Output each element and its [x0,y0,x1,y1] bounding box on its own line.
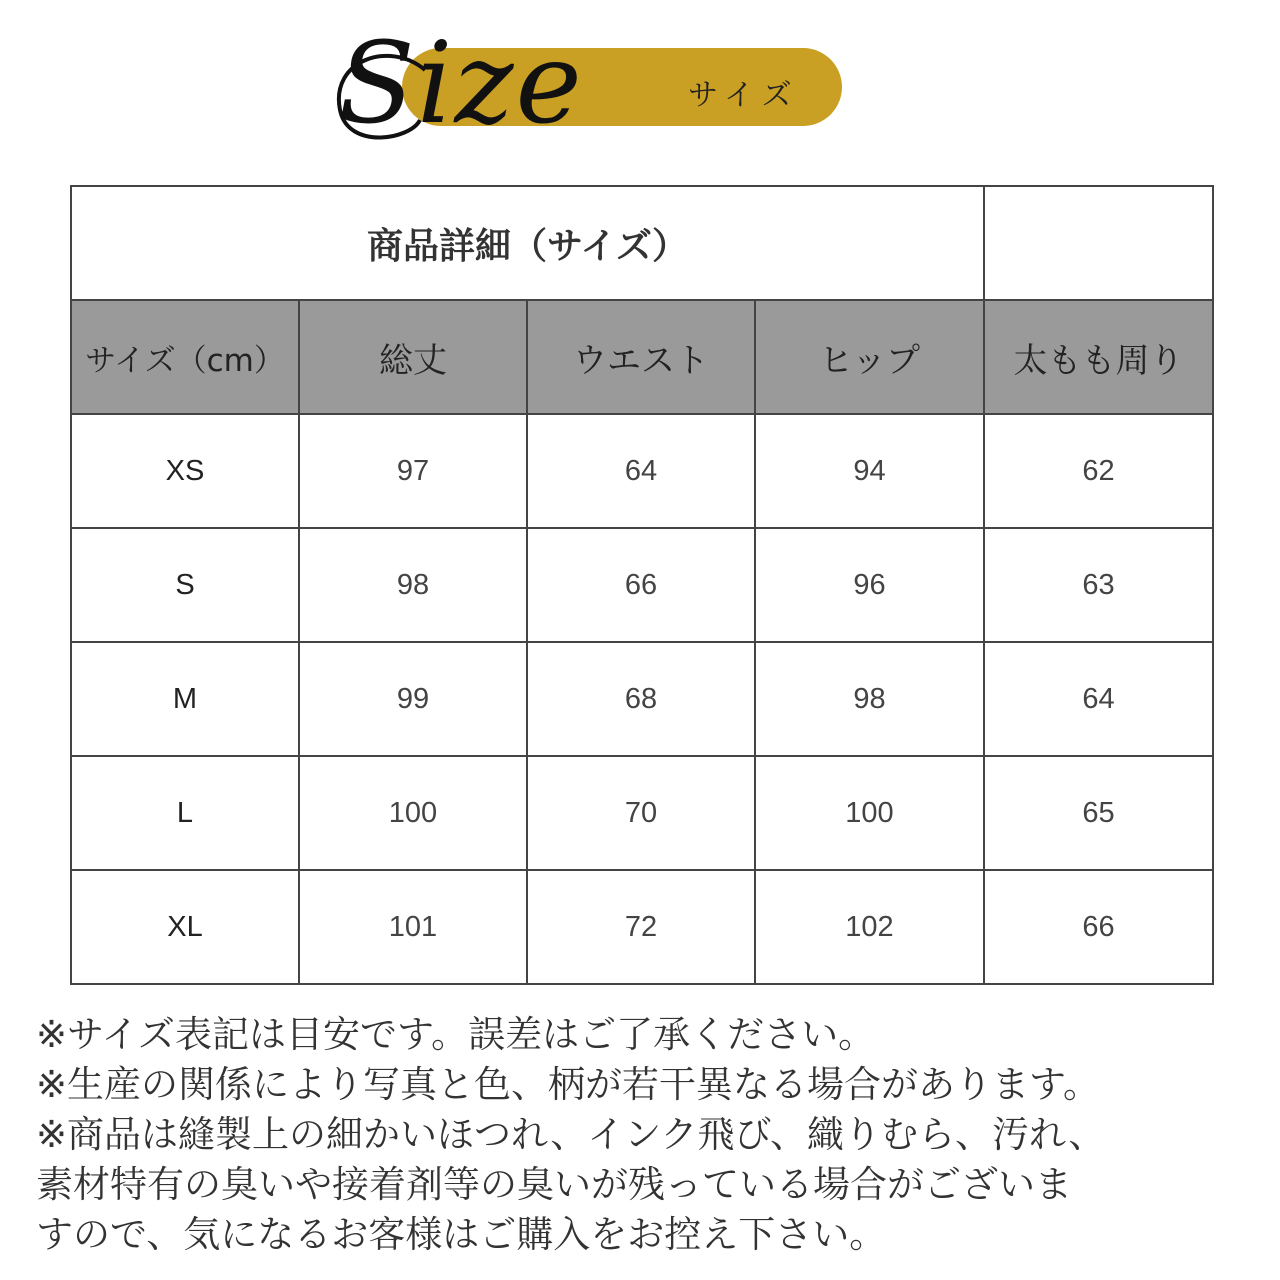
size-cell: S [71,528,299,642]
thigh-cell: 66 [984,870,1213,984]
note-line: 素材特有の臭いや接着剤等の臭いが残っている場合がございま [36,1163,1072,1206]
table-header-row [71,300,1213,414]
thigh-cell: 63 [984,528,1213,642]
hip-cell: 98 [755,642,984,756]
size-cell: XS [71,414,299,528]
table-row [71,870,1213,984]
size-logo [330,19,860,155]
thigh-cell: 64 [984,642,1213,756]
notes-section [36,1010,1266,1260]
hip-cell: 96 [755,528,984,642]
table-row [71,642,1213,756]
table-row [71,528,1213,642]
column-header-waist: ウエスト [527,300,755,414]
hip-cell: 94 [755,414,984,528]
hip-cell: 102 [755,870,984,984]
column-header-length: 総丈 [299,300,527,414]
length-cell: 100 [299,756,527,870]
note-line: ※商品は縫製上の細かいほつれ、インク飛び、織りむら、汚れ、 [36,1113,1106,1156]
length-cell: 97 [299,414,527,528]
table-title: 商品詳細（サイズ） [71,186,984,300]
waist-cell: 72 [527,870,755,984]
size-cell: M [71,642,299,756]
column-header-thigh: 太もも周り [984,300,1213,414]
column-header-hip: ヒップ [755,300,984,414]
length-cell: 99 [299,642,527,756]
size-table [70,185,1214,985]
thigh-cell: 65 [984,756,1213,870]
table-row [71,414,1213,528]
waist-cell: 68 [527,642,755,756]
table-title-empty-cell [984,186,1213,300]
size-cell: L [71,756,299,870]
length-cell: 98 [299,528,527,642]
hip-cell: 100 [755,756,984,870]
note-line: すので、気になるお客様はご購入をお控え下さい。 [36,1213,887,1256]
logo-script-text: Size [338,19,584,149]
waist-cell: 66 [527,528,755,642]
note-line: ※生産の関係により写真と色、柄が若干異なる場合があります。 [36,1063,1101,1106]
size-cell: XL [71,870,299,984]
waist-cell: 64 [527,414,755,528]
length-cell: 101 [299,870,527,984]
logo-kana-text: サイズ [688,78,800,113]
column-header-size: サイズ（cm） [71,300,299,414]
waist-cell: 70 [527,756,755,870]
table-title-row [71,186,1213,300]
thigh-cell: 62 [984,414,1213,528]
note-line: ※サイズ表記は目安です。誤差はご了承ください。 [36,1013,876,1056]
table-row [71,756,1213,870]
